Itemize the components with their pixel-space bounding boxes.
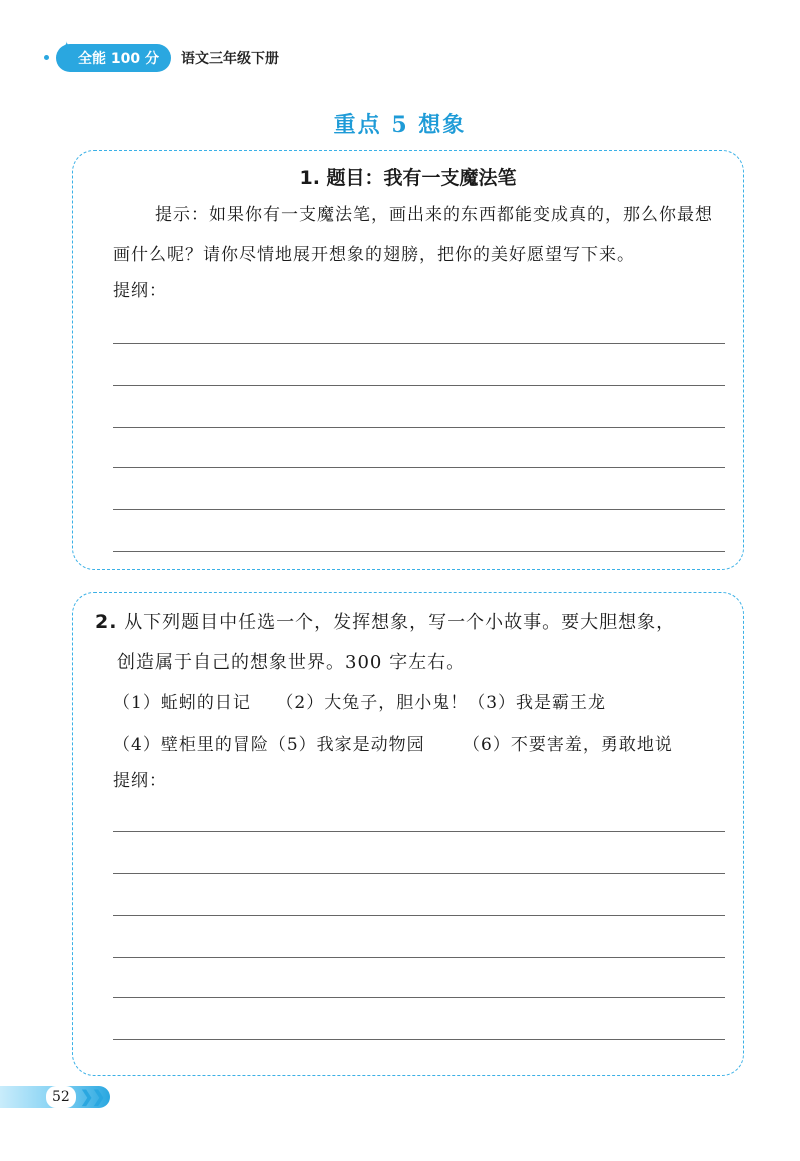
question-1-hint: 提示：如果你有一支魔法笔，画出来的东西都能变成真的，那么你最想画什么呢？请你尽情地展开想象的翅膀，把你的美好愿望写下来。 [113,205,713,265]
question-2-box [72,592,744,1076]
writing-line[interactable] [113,467,725,468]
page-header [56,38,279,72]
dot-icon [44,55,49,60]
chevron-right-icon: ❯ [92,1087,106,1106]
writing-line[interactable] [113,997,725,998]
writing-line[interactable] [113,873,725,874]
writing-line[interactable] [113,831,725,832]
question-1-title: 1. 题目：我有一支魔法笔 [299,167,517,189]
writing-line[interactable] [113,915,725,916]
question-2-outline-label: 提纲： [113,771,167,791]
chevron-right-icon: ❯ [80,1087,94,1106]
question-1-outline-label: 提纲： [113,281,167,301]
question-1-box [72,150,744,570]
writing-line[interactable] [113,343,725,344]
writing-line[interactable] [113,509,725,510]
writing-line[interactable] [113,385,725,386]
series-badge [56,38,171,72]
book-subject: 语文三年级下册 [180,51,279,67]
writing-line[interactable] [113,427,725,428]
question-2-number: 2. [95,611,118,633]
writing-line[interactable] [113,957,725,958]
question-2-prompt-line2: 创造属于自己的想象世界。300 字左右。 [117,652,466,673]
question-2-options-row2: （4）壁柜里的冒险（5）我家是动物园 （6）不要害羞，勇敢地说 [113,735,673,755]
section-title: 重点 5 想象 [333,112,467,138]
writing-line[interactable] [113,551,725,552]
question-2-prompt [95,601,725,644]
series-badge-label: 全能 100 分 [78,51,159,67]
question-2-options-row1: （1）蚯蚓的日记 （2）大兔子，胆小鬼！（3）我是霸王龙 [113,693,607,713]
question-2-prompt-line1: 从下列题目中任选一个，发挥想象，写一个小故事。要大胆想象， [124,612,676,633]
star-icon: ✦ [60,38,74,57]
writing-line[interactable] [113,1039,725,1040]
page-number: 52 [46,1086,76,1108]
